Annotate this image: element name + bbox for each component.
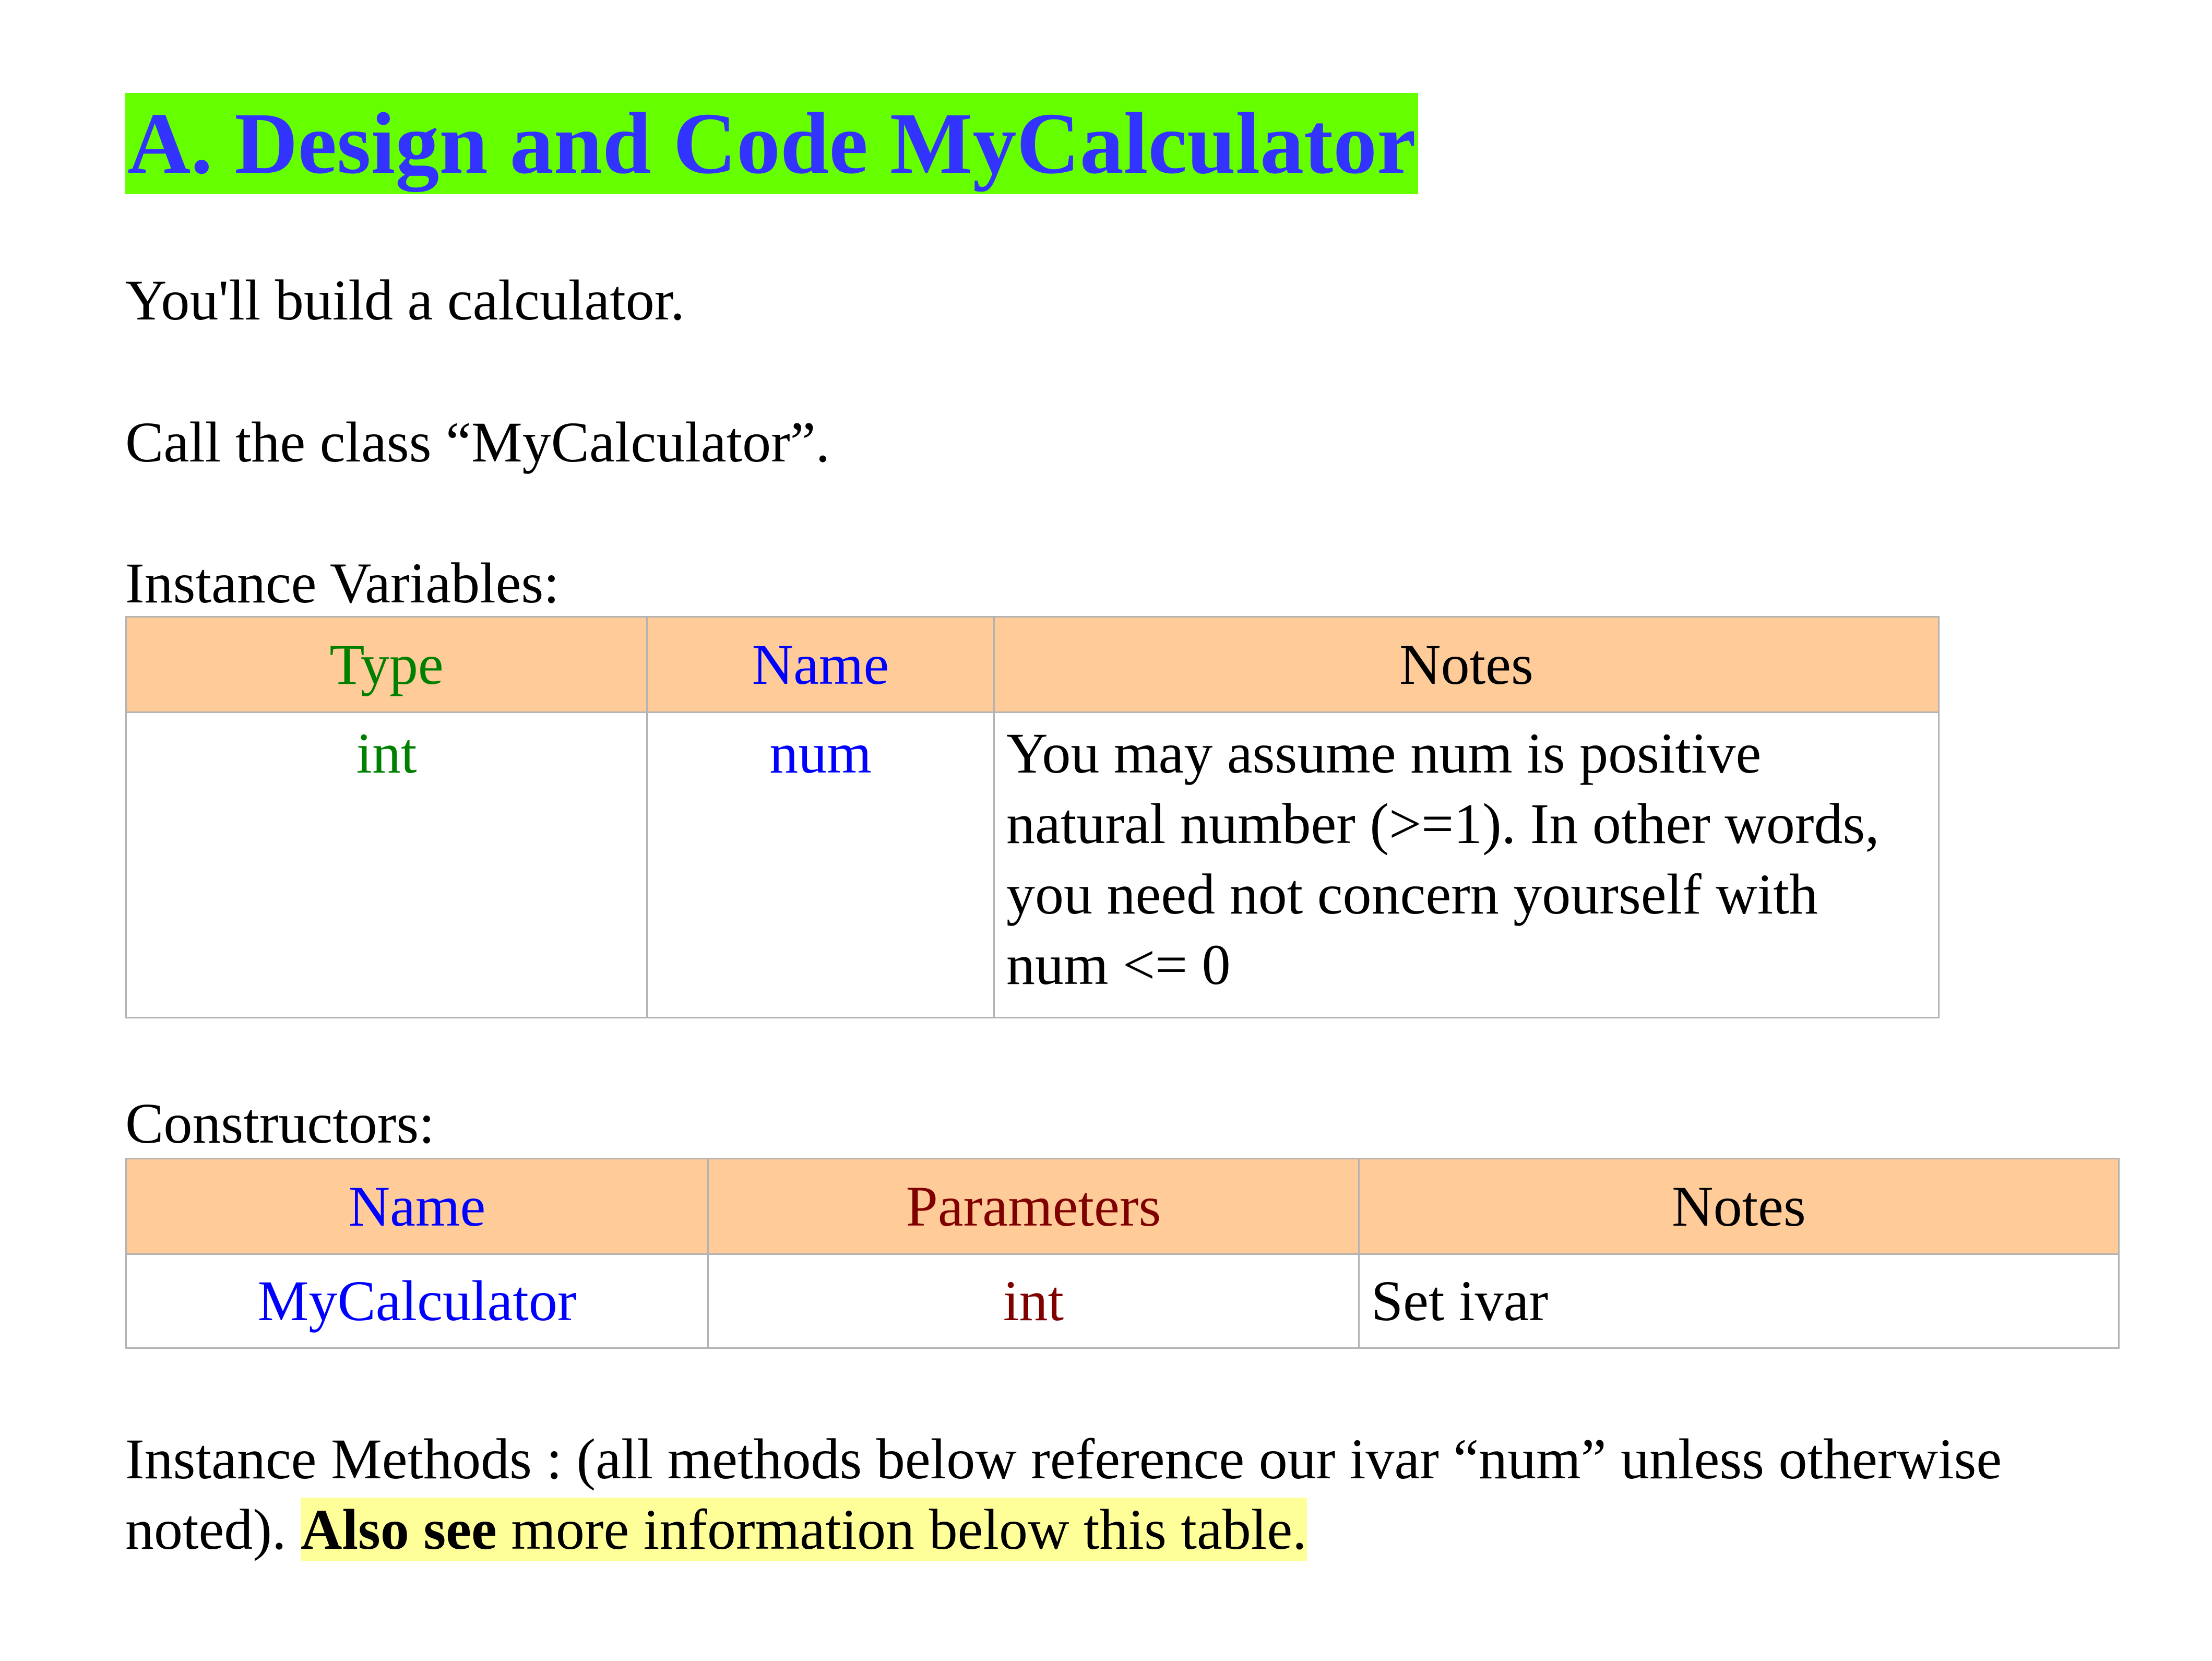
also-see-bold: Also see [301, 1498, 497, 1561]
ivars-table [125, 616, 1940, 1018]
methods-intro-lead: Instance Methods : (all methods below reference our ivar “num” unless otherwise noted). [125, 1427, 2002, 1561]
ivars-header-name: Name [647, 617, 994, 713]
methods-intro [125, 1424, 2140, 1565]
constructors-table [125, 1158, 2120, 1349]
intro-text: You'll build a calculator. [125, 268, 685, 332]
ivar-name-cell: num [647, 713, 994, 1018]
constructor-params-cell: int [708, 1254, 1359, 1348]
table-row [126, 1254, 2119, 1348]
constructor-notes-cell: Set ivar [1359, 1254, 2119, 1348]
methods-intro-rest: more information below this table. [496, 1498, 1307, 1561]
table-row [126, 713, 1939, 1018]
ivars-header-notes: Notes [994, 617, 1939, 713]
ivars-label: Instance Variables: [125, 551, 560, 615]
ivars-header-type: Type [126, 617, 647, 713]
constructors-header-notes: Notes [1359, 1159, 2119, 1254]
also-see-highlight [301, 1498, 1307, 1561]
constructor-name-cell: MyCalculator [126, 1254, 708, 1348]
class-name-text: Call the class “MyCalculator”. [125, 410, 830, 474]
page-title: A. Design and Code MyCalculator [125, 93, 1418, 194]
ivar-notes-cell: You may assume num is positive natural number (>=1). In other words, you need not concern yourself with num <= 0 [994, 713, 1939, 1018]
constructors-header-row [126, 1159, 2119, 1254]
constructors-header-parameters: Parameters [708, 1159, 1359, 1254]
constructors-label: Constructors: [125, 1091, 435, 1155]
constructors-header-name: Name [126, 1159, 708, 1254]
ivar-type-cell: int [126, 713, 647, 1018]
ivars-header-row [126, 617, 1939, 713]
